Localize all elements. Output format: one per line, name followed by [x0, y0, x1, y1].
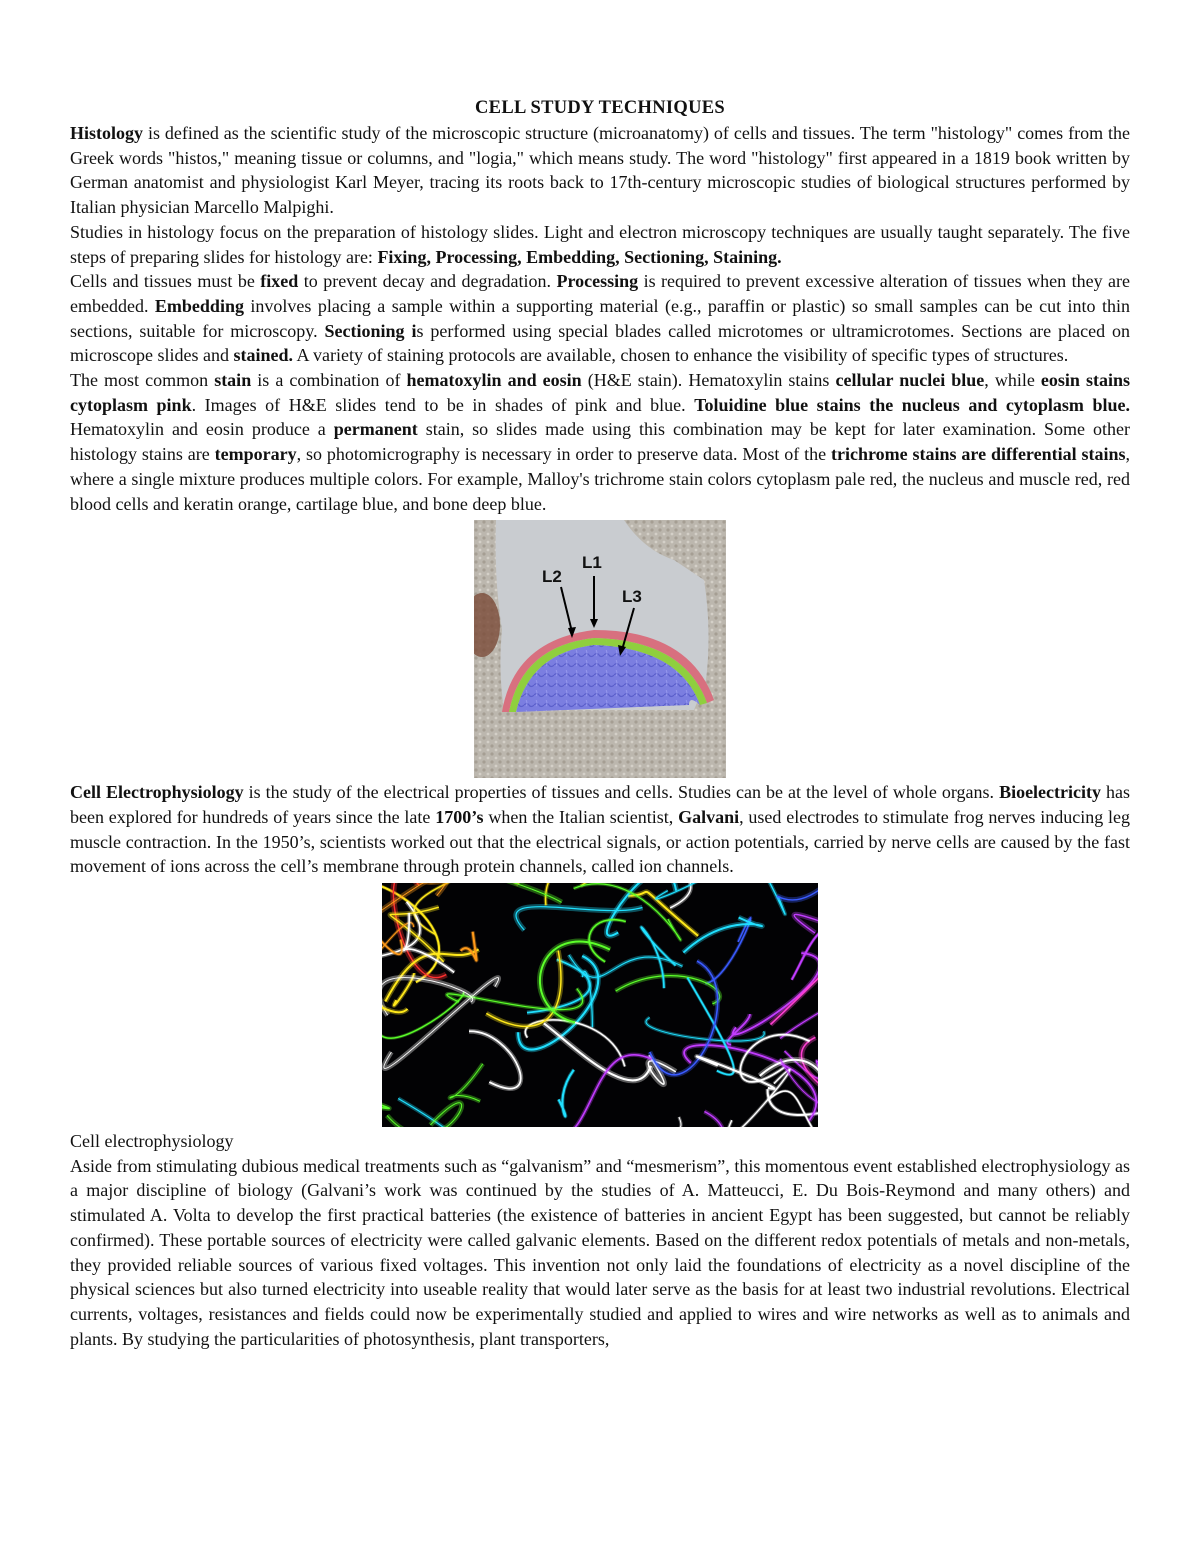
text-span: involves placing a sample within a supporting material (e.g., paraffin or plastic) so small samples can be cut into thin sections, suitable for microscopy.	[70, 295, 1130, 341]
label-l3: L3	[622, 587, 642, 607]
page-title: CELL STUDY TECHNIQUES	[475, 98, 725, 118]
text-span: . Images of H&E slides tend to be in shades of pink and blue.	[191, 394, 695, 415]
term-embedding: Embedding	[154, 295, 244, 316]
term-eosin-pink: eosin stains cytoplasm pink	[70, 370, 1131, 415]
text-span: has been explored for hundreds of years since the late	[70, 782, 1131, 827]
text-span: stain, so slides made using this combination may be kept for later examination. Some other histology stains are	[70, 419, 1130, 465]
term-sectioning: Sectioning i	[324, 320, 417, 341]
term-fixed: fixed	[260, 271, 299, 292]
term-processing: Processing	[556, 271, 639, 292]
term-steps: Fixing, Processing, Embedding, Sectioning, Staining.	[377, 246, 782, 267]
text-span: A variety of staining protocols are available, chosen to enhance the visibility of specific types of structures.	[292, 345, 1069, 366]
text-span: , where a single mixture produces multiple colors. For example, Malloy's trichrome stain colors cytoplasm pale red, the nucleus and muscle red, red blood cells and keratin orange, cartilage blue, and bone deep blue.	[70, 444, 1130, 514]
text-span: Hematoxylin and eosin produce a	[70, 419, 334, 440]
term-trichrome: trichrome stains are differential stains	[830, 444, 1126, 465]
paragraph-steps-detail	[70, 269, 1130, 368]
term-temporary: temporary	[214, 444, 297, 465]
paragraph-galvanism: Aside from stimulating dubious medical treatments such as “galvanism” and “mesmerism”, this momentous event established electrophysiology as a major discipline of biology (Galvani’s work was continued by the studies of A. Matteucci, E. Du Bois-Reymond and many others) and stimulated A. Volta to develop the first practical batteries (the existence of batteries in ancient Egypt has been suggested, but cannot be reliably confirmed). These portable sources of electricity were called galvanic elements. Based on the different redox potentials of metals and non-metals, they provided reliable sources of various fixed voltages. This invention not only laid the foundations of electricity as a novel discipline of the physical sciences but also turned electricity into useable reality that would later serve as the basis for at least two industrial revolutions. Electrical currents, voltages, resistances and fields could now be experimentally studied and applied to wires and wire networks as well as to animals and plants. By studying the particularities of photosynthesis, plant transporters,	[70, 1155, 1130, 1349]
term-1700s: 1700’s	[435, 806, 484, 827]
text-span: is the study of the electrical properties of tissues and cells. Studies can be at the level of whole organs.	[243, 782, 1000, 803]
term-permanent: permanent	[333, 419, 418, 440]
text-span: (H&E stain). Hematoxylin stains	[581, 370, 836, 391]
text-span: is required to prevent excessive alteration of tissues when they are embedded.	[70, 271, 1130, 316]
section-caption: Cell electrophysiology	[70, 1131, 234, 1152]
text-span: Cells and tissues must be	[70, 271, 261, 292]
text-span: The most common	[70, 370, 215, 391]
meristem-layers-image	[474, 520, 726, 778]
text-span: to prevent decay and degradation.	[298, 271, 557, 292]
term-cell-electrophysiology: Cell Electrophysiology	[70, 782, 244, 803]
paragraph-stains	[70, 368, 1130, 516]
term-histology: Histology	[70, 123, 144, 143]
label-l2: L2	[542, 567, 562, 587]
term-stained: stained.	[233, 345, 293, 366]
neural-network-image	[382, 883, 818, 1127]
text-span: is defined as the scientific study of the microscopic structure (microanatomy) of cells and tissues. The term "histology" comes from the Greek words "histos," meaning tissue or columns, and "logia," which means study. The word "histology" first appeared in a 1819 book written by German anatomist and physiologist Karl Meyer, tracing its roots back to 17th-century microscopic studies of biological structures performed by Italian physician Marcello Malpighi.	[70, 123, 1130, 218]
term-he: hematoxylin and eosin	[406, 370, 582, 391]
text-span: when the Italian scientist,	[483, 806, 679, 827]
document-page	[70, 96, 1130, 1351]
term-nuclei-blue: cellular nuclei blue	[835, 370, 985, 391]
paragraph-histology	[70, 121, 1130, 220]
text-span: Studies in histology focus on the preparation of histology slides. Light and electron microscopy techniques are usually taught separately. The five steps of preparing slides for histology are:	[70, 221, 1130, 267]
paragraph-slide-steps	[70, 220, 1130, 269]
text-span: , while	[984, 370, 1041, 391]
term-galvani: Galvani	[678, 806, 740, 827]
term-stain: stain	[214, 370, 252, 391]
term-bioelectricity: Bioelectricity	[999, 782, 1102, 803]
text-span: , used electrodes to stimulate frog nerves inducing leg muscle contraction. In the 1950’s, scientists worked out that the electrical signals, or action potentials, carried by nerve cells are caused by the fast movement of ions across the cell’s membrane through protein channels, called ion channels.	[70, 806, 1131, 877]
text-span: , so photomicrography is necessary in order to preserve data. Most of the	[296, 444, 831, 465]
text-span: s performed using special blades called microtomes or ultramicrotomes. Sections are placed on microscope slides and	[70, 320, 1131, 366]
text-span: is a combination of	[251, 370, 407, 391]
paragraph-electrophysiology	[70, 780, 1130, 879]
label-l1: L1	[582, 553, 602, 573]
term-toluidine: Toluidine blue stains the nucleus and cytoplasm blue.	[694, 394, 1130, 415]
